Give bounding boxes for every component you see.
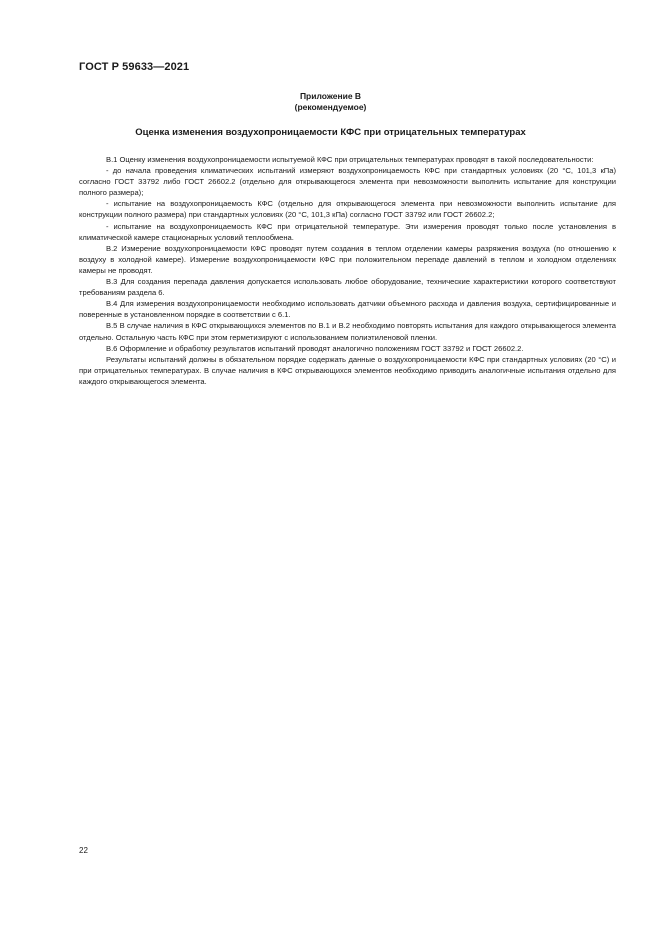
- page-number: 22: [79, 846, 88, 855]
- appendix-note: (рекомендуемое): [294, 102, 367, 112]
- section-title: Оценка изменения воздухопроницаемости КФС при отрицательных температурах: [135, 127, 526, 138]
- paragraph-b4: В.4 Для измерения воздухопроницаемости необходимо использовать датчики объемного расхода и давления воздуха, сертифицированные и поверенные в установленном порядке в соответствии с 6.1.: [79, 299, 616, 320]
- document-header-standard: ГОСТ Р 59633—2021: [79, 61, 190, 73]
- body-text: [79, 154, 616, 387]
- paragraph-b5: В.5 В случае наличия в КФС открывающихся элементов по В.1 и В.2 необходимо повторять испытания для каждого открывающегося элемента отдельно. Остальную часть КФС при этом герметизируют с использованием полиэтиленовой пленки.: [79, 321, 616, 342]
- list-item-step-3: - испытание на воздухопроницаемость КФС при отрицательной температуре. Эти измерения проводят только после установления в климатической камере стационарных условий теплообмена.: [79, 221, 616, 242]
- list-item-step-2: - испытание на воздухопроницаемость КФС (отдельно для открывающегося элемента при невозможности выполнить испытание для конструкции полного размера) при стандартных условиях (20 °C, 101,3 кПа) согласно ГОСТ 33792 или ГОСТ 26602.2;: [79, 199, 616, 220]
- list-item-step-1: - до начала проведения климатических испытаний измеряют воздухопроницаемость КФС при стандартных условиях (20 °C, 101,3 кПа) согласно ГОСТ 33792 либо ГОСТ 26602.2 (отдельно для открывающегося элемента при невозможности выполнить испытание для конструкции полного размера);: [79, 166, 616, 198]
- paragraph-b2: В.2 Измерение воздухопроницаемости КФС проводят путем создания в теплом отделении камеры разряжения воздуха (по отношению к воздуху в холодной камере). Измерение воздухопроницаемости КФС при положительном перепаде давлений в теплом и холодном отделениях камеры не проводят.: [79, 243, 616, 275]
- appendix-heading: [0, 91, 661, 113]
- paragraph-b3: В.3 Для создания перепада давления допускается использовать любое оборудование, технические характеристики которого соответствуют требованиям раздела 6.: [79, 277, 616, 298]
- appendix-label: Приложение В: [299, 91, 362, 101]
- paragraph-b1: В.1 Оценку изменения воздухопроницаемости испытуемой КФС при отрицательных температурах проводят в такой последовательности:: [106, 155, 594, 164]
- paragraph-b6: В.6 Оформление и обработку результатов испытаний проводят аналогично положениям ГОСТ 33792 и ГОСТ 26602.2.: [106, 343, 524, 353]
- paragraph-results: Результаты испытаний должны в обязательном порядке содержать данные о воздухопроницаемости КФС при стандартных условиях (20 °C) и при отрицательных температурах. В случае наличия в КФС открывающихся элементов необходимо приводить аналогичные испытания отдельно для каждого открывающегося элемента.: [79, 354, 616, 386]
